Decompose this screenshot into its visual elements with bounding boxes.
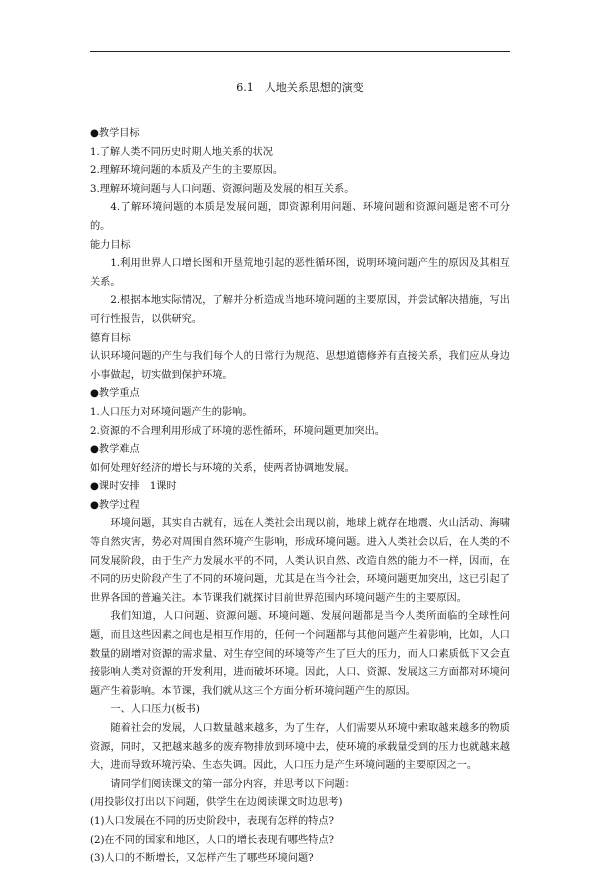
paragraph: 1.利用世界人口增长图和开垦荒地引起的恶性循环图，说明环境问题产生的原因及其相互关系。 [90,258,510,288]
paragraph: 2.资源的不合理利用形成了环境的恶性循环，环境问题更加突出。 [90,425,385,437]
heading-difficulties: ●教学难点 [90,444,140,456]
paragraph: (用投影仪打出以下问题，供学生在边阅读课文时边思考) [90,797,343,809]
question-item: (1)人口发展在不同的历史阶段中，表现有怎样的特点? [90,815,335,827]
paragraph: 请同学们阅读课文的第一部分内容，并思考以下问题： [110,778,355,790]
heading-process: ●教学过程 [90,499,140,511]
paragraph: 认识环境问题的产生与我们每个人的日常行为规范、思想道德修养有直接关系，我们应从身边小事做起，切实做到保护环境。 [90,351,510,381]
paragraph: 1.了解人类不同历史时期人地关系的状况 [90,146,273,158]
paragraph: 2.根据本地实际情况，了解并分析造成当地环境问题的主要原因，并尝试解决措施，写出可行性报告，以供研究。 [90,295,510,325]
heading-key-points: ●教学重点 [90,388,140,400]
paragraph: 2.理解环境问题的本质及产生的主要原因。 [90,165,284,177]
page-title: 6.1 人地关系思想的演变 [236,81,364,94]
paragraph: 3.理解环境问题与人口问题、资源问题及发展的相互关系。 [90,183,355,195]
heading-teaching-goals: ●教学目标 [90,128,140,139]
heading-ability-goals: 能力目标 [90,239,131,251]
paragraph: 我们知道，人口问题、资源问题、环境问题、发展问题都是当今人类所面临的全球性问题，而且这些因素之间也是相互作用的，任何一个问题都与其他问题产生着影响，比如，人口数量的剧增对资源的需求量、对生存空间的环境等产生了巨大的压力，而人口素质低下又会直接影响人类对资源的开发利用，进而破坏环境。因此，人口、资源、发展这三方面都对环境问题产生着影响。本节课，我们就从这三个方面分析环境问题产生的原因。 [90,611,510,697]
document-body [90,125,510,869]
section-heading-population: 一、人口压力(板书) [110,704,200,716]
header-rule [90,51,510,52]
paragraph: 4.了解环境问题的本质是发展问题，即资源利用问题、环境问题和资源问题是密不可分的。 [90,202,510,232]
paragraph: 环境问题，其实自古就有，远在人类社会出现以前，地球上就存在地震、火山活动、海啸等自然灾害，势必对周围自然环境产生影响，形成环境问题。进入人类社会以后，在人类的不同发展阶段，由于生产力发展水平的不同，人类认识自然、改造自然的能力不一样，因而，在不同的历史阶段产生了不同的环境问题，尤其是在当今社会，环境问题更加突出，这已引起了世界各国的普遍关注。本节课我们就探讨目前世界范围内环境问题产生的主要原因。 [90,518,510,604]
paragraph: 1.人口压力对环境问题产生的影响。 [90,406,253,418]
question-item: (3)人口的不断增长，又怎样产生了哪些环境问题? [90,853,314,865]
heading-schedule: ●课时安排 1课时 [90,481,177,493]
paragraph: 随着社会的发展，人口数量越来越多，为了生存，人们需要从环境中索取越来越多的物质资源，同时，又把越来越多的废弃物排放到环境中去，使环境的承载量受到的压力也就越来越大，进而导致环境污染、生态失调。因此，人口压力是产生环境问题的主要原因之一。 [90,723,510,772]
paragraph: 如何处理好经济的增长与环境的关系，使两者协调地发展。 [90,462,355,474]
question-item: (2)在不同的国家和地区，人口的增长表现有哪些特点? [90,834,335,846]
heading-moral-goals: 德育目标 [90,332,131,344]
